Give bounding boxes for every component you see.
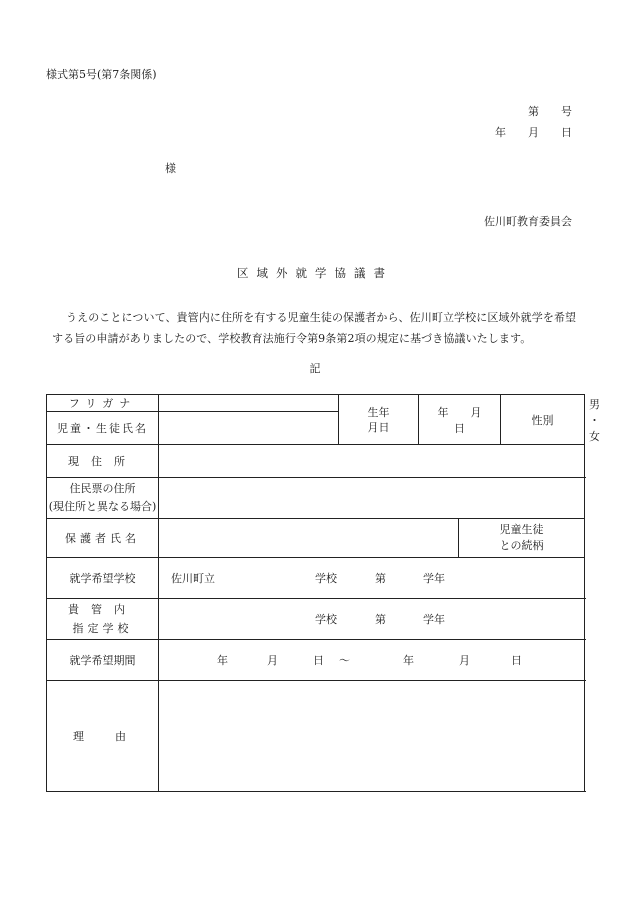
registry-label: 住民票の住所 (69, 482, 136, 495)
period-tilde: ～ (339, 654, 350, 667)
document-title: 区域外就学協議書 (237, 266, 393, 280)
registry-label-note: (現住所と異なる場合) (48, 500, 157, 513)
gender-label: 性別 (501, 395, 585, 445)
application-form-table (46, 394, 600, 792)
address-label: 現住所 (47, 445, 159, 478)
reason-label-2: 由 (115, 730, 126, 743)
birth-label: 生年月日 (367, 405, 390, 434)
designated-school-row (47, 599, 585, 640)
reason-label-cell (47, 681, 159, 792)
start-year-word: 年 (217, 654, 228, 667)
form-id: 様式第5号(第7条関係) (46, 68, 157, 81)
document-number: 第 号 (528, 105, 572, 118)
relation-label: 児童生徒 (499, 523, 544, 536)
desired-school-field[interactable] (159, 558, 585, 599)
reason-field[interactable] (159, 681, 585, 792)
address-field[interactable] (159, 445, 585, 478)
furigana-row: フリガナ 生年月日 年 月 日 性別 男 ・ 女 (47, 395, 585, 412)
start-month-word: 月 (267, 654, 278, 667)
desired-school-label: 就学希望学校 (47, 558, 159, 599)
furigana-field[interactable] (159, 395, 339, 412)
sender: 佐川町教育委員会 (484, 215, 572, 228)
start-day-word: 日 (313, 654, 324, 667)
period-row (47, 640, 585, 681)
designated-label-cell (47, 599, 159, 640)
registry-address-field[interactable] (159, 478, 585, 519)
dai-word: 第 (375, 572, 386, 585)
period-label: 就学希望期間 (47, 640, 159, 681)
guardian-label: 保護者氏名 (47, 519, 159, 558)
end-month-word: 月 (459, 654, 470, 667)
ki-heading: 記 (309, 362, 321, 375)
desired-school-row (47, 558, 585, 599)
relation-label-sub: との続柄 (499, 539, 544, 552)
desired-school-prefix: 佐川町立 (171, 572, 215, 585)
addressee: 様 (165, 162, 176, 175)
issue-date: 年 月 日 (495, 126, 572, 139)
school-word: 学校 (315, 613, 337, 626)
end-day-word: 日 (511, 654, 522, 667)
guardian-name-field[interactable] (159, 519, 459, 558)
furigana-label: フリガナ (47, 395, 159, 412)
end-year-word: 年 (403, 654, 414, 667)
year-grade-word: 学年 (423, 572, 445, 585)
school-word: 学校 (315, 572, 337, 585)
reason-label: 理 (73, 730, 84, 743)
relation-label-cell (459, 519, 585, 558)
designated-school-field[interactable] (159, 599, 585, 640)
birth-label-cell (339, 395, 419, 445)
designated-label: 貴管内 (68, 603, 137, 616)
name-label: 児童・生徒氏名 (47, 412, 159, 445)
name-field[interactable] (159, 412, 339, 445)
guardian-row (47, 519, 585, 558)
registry-row (47, 478, 585, 519)
designated-label-sub: 指定学校 (72, 622, 133, 635)
year-grade-word: 学年 (423, 613, 445, 626)
reason-row (47, 681, 585, 792)
registry-label-cell (47, 478, 159, 519)
body-text: うえのことについて、貴管内に住所を有する児童生徒の保護者から、佐川町立学校に区域外就学を希望する旨の申請がありましたので、学校教育法施行令第9条第2項の規定に基づき協議いたします。 (52, 311, 577, 345)
address-row (47, 445, 585, 478)
period-field[interactable] (159, 640, 585, 681)
dai-word: 第 (375, 613, 386, 626)
birth-date-field[interactable]: 年 月 日 (419, 395, 501, 445)
